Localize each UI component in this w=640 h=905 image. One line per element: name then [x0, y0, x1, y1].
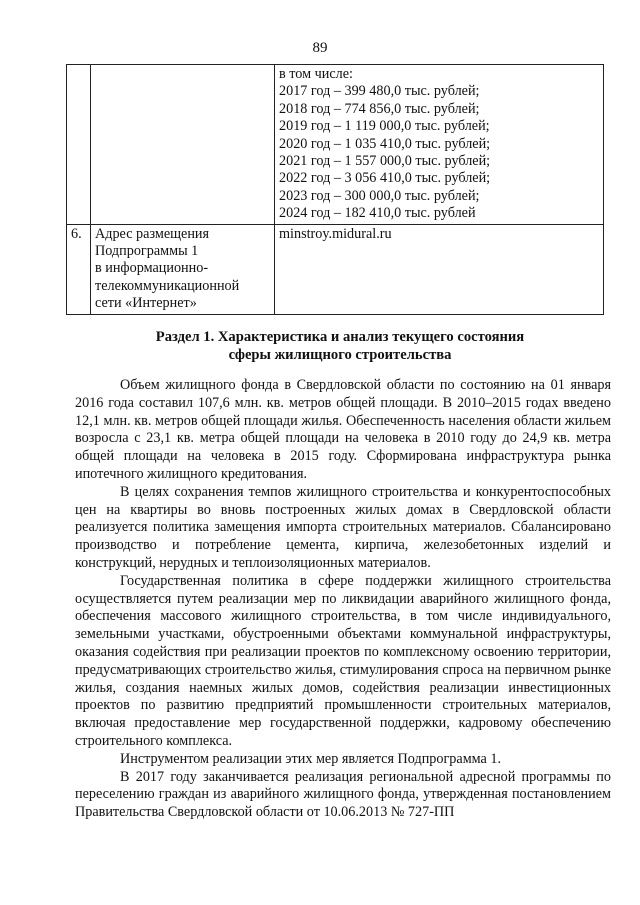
row-label-cell: [91, 65, 275, 225]
row-number-cell: [67, 65, 91, 225]
funding-line: в том числе:: [279, 66, 353, 82]
funding-line: 2019 год – 1 119 000,0 тыс. рублей;: [279, 118, 490, 135]
paragraph: Объем жилищного фонда в Свердловской области по состоянию на 01 января 2016 года составил 107,6 млн. кв. метров общей площади. В 2010–2015 годах введено 12,1 млн. кв. метров общей площади жилья. Обеспеченность населения области жильем возросла с 23,1 кв. метра общей площади на человека в 2010 году до 24,9 кв. метра общей площади на человека в 2015 году. Сформирована инфраструктура рынка ипотечного жилищного кредитования.: [75, 377, 611, 482]
label-line: телекоммуникационной: [95, 277, 240, 294]
section-title-line: Раздел 1. Характеристика и анализ текущего состояния: [155, 329, 525, 345]
row-value-cell: [275, 65, 604, 225]
paragraph: В целях сохранения темпов жилищного строительства и конкурентоспособных цен на квартиры во вновь построенных жилых домах в Свердловской области реализуется политика замещения импорта строительных материалов. Сбалансировано производство и потребление цемента, кирпича, железобетонных изделий и конструкций, нерудных и теплоизоляционных материалов.: [75, 483, 611, 571]
website-link-cell[interactable]: minstroy.midural.ru: [275, 224, 604, 314]
paragraph: В 2017 году заканчивается реализация региональной адресной программы по переселению граждан из аварийного жилищного фонда, утвержденная постановлением Правительства Свердловской области от 10.06.2013 № 727-ПП: [75, 768, 611, 821]
paragraph: Инструментом реализации этих мер является Подпрограмма 1.: [120, 750, 502, 767]
funding-line: 2020 год – 1 035 410,0 тыс. рублей;: [279, 135, 491, 152]
funding-line: 2024 год – 182 410,0 тыс. рублей: [279, 205, 476, 222]
table-row: [67, 65, 604, 225]
label-line: Адрес размещения: [95, 225, 210, 242]
section-title: [70, 329, 610, 364]
funding-line: 2017 год – 399 480,0 тыс. рублей;: [279, 83, 480, 100]
label-line: в информационно-: [95, 260, 209, 277]
row-number-cell: 6.: [67, 224, 91, 314]
table-row: [67, 224, 604, 314]
section-body: [75, 377, 611, 822]
label-line: Подпрограммы 1: [95, 243, 199, 260]
label-line: сети «Интернет»: [95, 295, 197, 312]
page-number: 89: [312, 40, 328, 56]
section-title-line: сферы жилищного строительства: [228, 346, 452, 363]
paragraph: Государственная политика в сфере поддержки жилищного строительства осуществляется путем реализации мер по ликвидации аварийного жилищного фонда, обеспечения массового жилищного строительства, в том числе индивидуального, земельными участками, обустроенными объектами коммунальной инфраструктуры, оказания содействия при реализации проектов по комплексному освоению территории, предусматривающих строительство жилья, стимулирования спроса на первичном рынке жилья, создания наемных жилых домов, содействия реализации инвестиционных проектов по развитию предприятий промышленности строительных материалов, включая предоставление мер государственной поддержки, кадровому обеспечению строительного комплекса.: [75, 572, 611, 749]
funding-line: 2021 год – 1 557 000,0 тыс. рублей;: [279, 153, 491, 170]
row-label-cell: [91, 224, 275, 314]
funding-line: 2018 год – 774 856,0 тыс. рублей;: [279, 100, 480, 117]
funding-line: 2022 год – 3 056 410,0 тыс. рублей;: [279, 170, 491, 187]
funding-line: 2023 год – 300 000,0 тыс. рублей;: [279, 187, 480, 204]
passport-table: [66, 64, 604, 315]
